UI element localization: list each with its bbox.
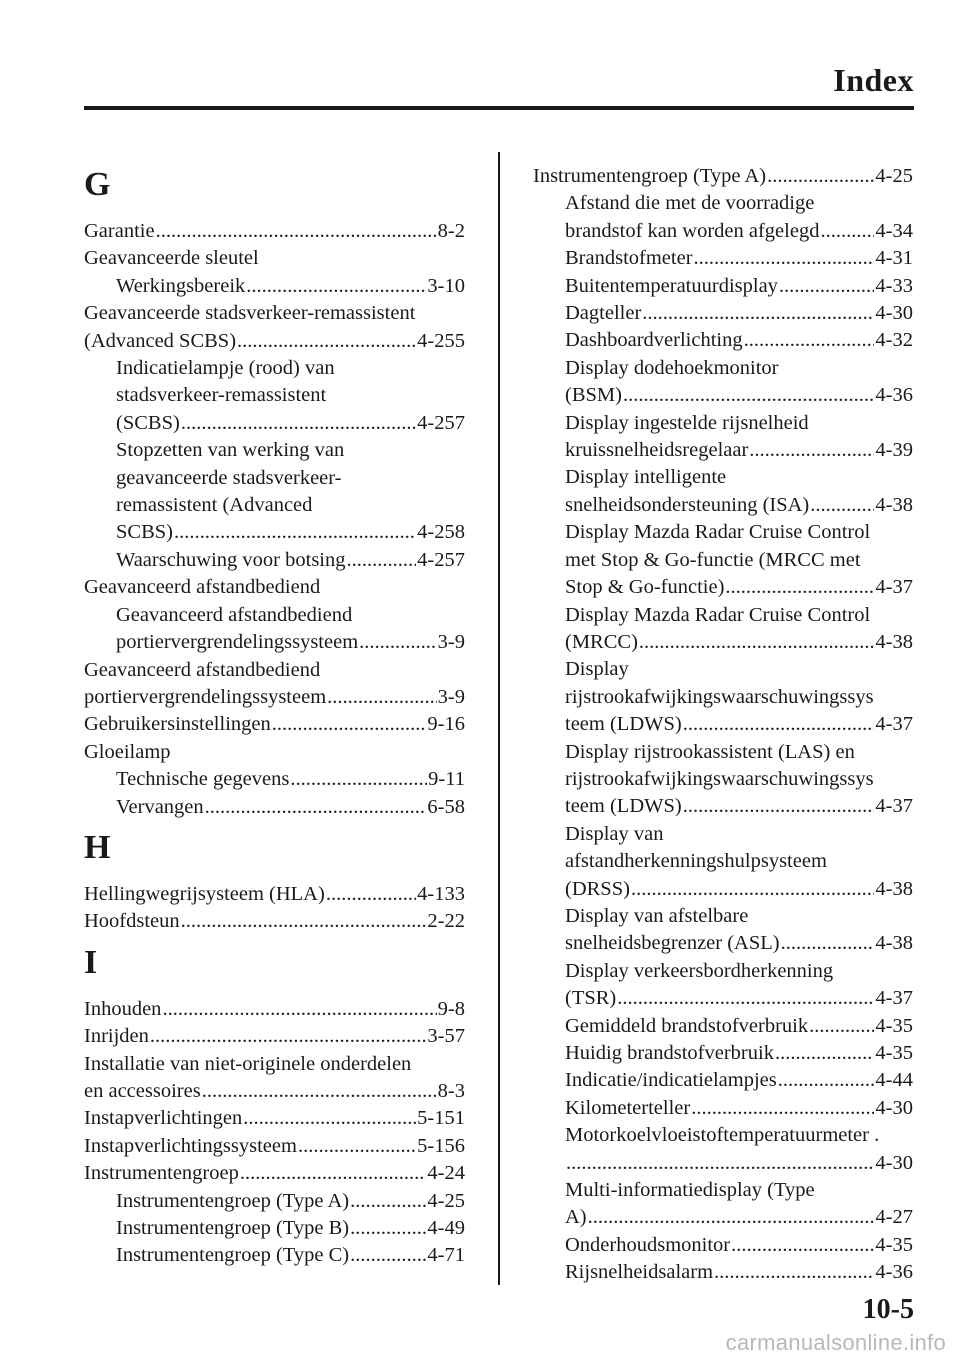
index-subentry: Buitentemperatuurdisplay ..... 4-33 — [533, 273, 913, 300]
index-entry: Instapverlichtingssysteem ..... 5-156 — [84, 1133, 465, 1160]
index-subentry-line: Display Mazda Radar Cruise Control — [565, 603, 871, 626]
index-heading: Geavanceerde stadsverkeer-remassistent — [84, 302, 416, 325]
index-subentry-line: Display — [565, 658, 629, 681]
index-column-left — [84, 160, 465, 1270]
index-subentry: Gemiddeld brandstofverbruik ..... 4-35 — [533, 1013, 913, 1040]
index-entry: Gebruikersinstellingen ..... 9-16 — [84, 711, 465, 738]
index-subentry: Waarschuwing voor botsing ..... 4-257 — [84, 547, 465, 574]
watermark: carmanualsonline.info — [725, 1330, 946, 1355]
section-letter-g: G — [84, 166, 111, 203]
index-subentry: (SCBS) ..... 4-257 — [84, 410, 465, 437]
index-subentry: (BSM) ..... 4-36 — [533, 382, 913, 409]
index-subentry: teem (LDWS) ..... 4-37 — [533, 793, 913, 820]
index-subentry: snelheidsbegrenzer (ASL) ..... 4-38 — [533, 930, 913, 957]
index-subentry-line: Display van afstelbare — [565, 904, 749, 927]
index-subentry-line: Afstand die met de voorradige — [565, 192, 815, 215]
index-subentry: Instrumentengroep (Type B) ..... 4-49 — [84, 1215, 465, 1242]
index-subentry: Dashboardverlichting ..... 4-32 — [533, 327, 913, 354]
index-subentry: kruissnelheidsregelaar ..... 4-39 — [533, 437, 913, 464]
column-divider — [498, 152, 500, 1285]
index-heading: Geavanceerd afstandbediend — [84, 576, 321, 599]
index-subentry-line: Display Mazda Radar Cruise Control — [565, 521, 871, 544]
index-subentry: Huidig brandstofverbruik ..... 4-35 — [533, 1040, 913, 1067]
index-subentry: Indicatie/indicatielampjes ..... 4-44 — [533, 1067, 913, 1094]
index-subentry: brandstof kan worden afgelegd ..... 4-34 — [533, 218, 913, 245]
index-entry: Instapverlichtingen ..... 5-151 — [84, 1105, 465, 1132]
index-subentry-line: Motorkoelvloeistoftemperatuurmeter . — [565, 1124, 880, 1147]
index-subentry: Vervangen ..... 6-58 — [84, 794, 465, 821]
index-entry: (Advanced SCBS) ..... 4-255 — [84, 328, 465, 355]
index-subentry-line: met Stop & Go-functie (MRCC met — [565, 548, 861, 571]
index-subentry-line: Multi-informatiedisplay (Type — [565, 1179, 815, 1202]
index-subentry: ..... 4-30 — [533, 1150, 913, 1177]
index-entry: Inrijden ..... 3-57 — [84, 1023, 465, 1050]
index-subentry-line: Display van — [565, 822, 664, 845]
page-number: 10-5 — [862, 1294, 914, 1325]
index-subentry: (DRSS) ..... 4-38 — [533, 876, 913, 903]
index-heading: Installatie van niet-originele onderdelen — [84, 1052, 412, 1075]
index-subentry: Werkingsbereik ..... 3-10 — [84, 273, 465, 300]
index-subentry-line: remassistent (Advanced — [116, 494, 313, 517]
index-subentry-line: Stopzetten van werking van — [116, 439, 345, 462]
index-subentry-line: rijstrookafwijkingswaarschuwingssys — [565, 767, 874, 790]
index-heading: Gloeilamp — [84, 740, 171, 763]
page-title: Index — [833, 62, 914, 98]
index-subentry: Onderhoudsmonitor ..... 4-35 — [533, 1232, 913, 1259]
index-entry: Hellingwegrijsysteem (HLA) ..... 4-133 — [84, 881, 465, 908]
index-subentry: Kilometerteller ..... 4-30 — [533, 1095, 913, 1122]
index-subentry-line: stadsverkeer-remassistent — [116, 384, 327, 407]
index-subentry: Instrumentengroep (Type C) ..... 4-71 — [84, 1242, 465, 1269]
index-subentry: Brandstofmeter ..... 4-31 — [533, 245, 913, 272]
header-rule — [84, 106, 914, 110]
index-subentry-line: afstandherkenningshulpsysteem — [565, 850, 827, 873]
index-subentry-line: Indicatielampje (rood) van — [116, 357, 335, 380]
index-subentry-line: Display intelligente — [565, 466, 727, 489]
index-subentry: Technische gegevens ..... 9-11 — [84, 766, 465, 793]
index-column-right — [533, 163, 913, 1287]
index-subentry-line: Display verkeersbordherkenning — [565, 959, 834, 982]
index-heading: Geavanceerd afstandbediend — [84, 658, 321, 681]
index-subentry: Instrumentengroep (Type A) ..... 4-25 — [84, 1188, 465, 1215]
index-subentry-line: Display ingestelde rijsnelheid — [565, 411, 809, 434]
index-subentry: teem (LDWS) ..... 4-37 — [533, 711, 913, 738]
index-subentry: (MRCC) ..... 4-38 — [533, 629, 913, 656]
index-entry: Garantie ..... 8-2 — [84, 218, 465, 245]
section-letter-i: I — [84, 943, 98, 981]
index-entry: Instrumentengroep (Type A) ..... 4-25 — [533, 163, 913, 190]
index-subentry: A) ..... 4-27 — [533, 1204, 913, 1231]
index-subentry-line: Display rijstrookassistent (LAS) en — [565, 740, 855, 763]
section-letter-h: H — [84, 828, 111, 866]
index-subentry-line: Display dodehoekmonitor — [565, 356, 779, 379]
index-subentry: Dagteller ..... 4-30 — [533, 300, 913, 327]
index-subentry: (TSR) ..... 4-37 — [533, 985, 913, 1012]
index-subentry: portiervergrendelingssysteem ..... 3-9 — [84, 629, 465, 656]
index-subentry: Rijsnelheidsalarm ..... 4-36 — [533, 1259, 913, 1286]
index-entry: en accessoires ..... 8-3 — [84, 1078, 465, 1105]
index-subentry: Stop & Go-functie) ..... 4-37 — [533, 574, 913, 601]
index-entry: Inhouden ..... 9-8 — [84, 996, 465, 1023]
index-subentry-line: geavanceerde stadsverkeer- — [116, 466, 342, 489]
index-subentry-line: rijstrookafwijkingswaarschuwingssys — [565, 685, 874, 708]
index-entry: Instrumentengroep ..... 4-24 — [84, 1160, 465, 1187]
index-subentry: snelheidsondersteuning (ISA) ..... 4-38 — [533, 492, 913, 519]
index-subentry: SCBS) ..... 4-258 — [84, 519, 465, 546]
index-entry: portiervergrendelingssysteem ..... 3-9 — [84, 684, 465, 711]
index-entry: Hoofdsteun ..... 2-22 — [84, 908, 465, 935]
index-subentry-line: Geavanceerd afstandbediend — [116, 603, 353, 626]
index-heading: Geavanceerde sleutel — [84, 247, 259, 270]
